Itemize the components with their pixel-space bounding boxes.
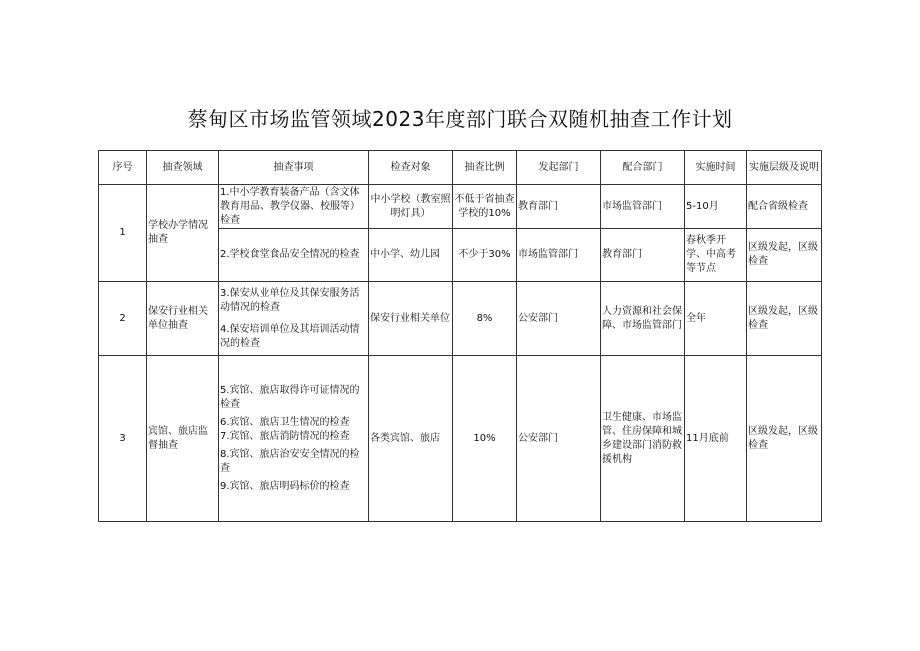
- row-target: 中小学校（教室照明灯具）: [369, 185, 453, 229]
- header-initiator: 发起部门: [517, 151, 601, 185]
- header-field: 抽查领域: [147, 151, 219, 185]
- row-level: 区级发起，区级检查: [747, 229, 822, 282]
- header-partner: 配合部门: [601, 151, 685, 185]
- row-ratio: 8%: [453, 282, 517, 356]
- row-partner: 教育部门: [601, 229, 685, 282]
- row-field: 宾馆、旅店监督抽查: [147, 356, 219, 522]
- row-item: 2.学校食堂食品安全情况的检查: [219, 229, 369, 282]
- row-level: 配合省级检查: [747, 185, 822, 229]
- row-time: 全年: [685, 282, 747, 356]
- row-target: 保安行业相关单位: [369, 282, 453, 356]
- header-row: [99, 151, 822, 185]
- row-field: 保安行业相关单位抽查: [147, 282, 219, 356]
- row-ratio: 10%: [453, 356, 517, 522]
- row-item: 8.宾馆、旅店治安安全情况的检查: [220, 448, 360, 474]
- row-target: 中小学、幼儿园: [369, 229, 453, 282]
- row-seq: 2: [99, 282, 147, 356]
- row-ratio: 不低于省抽查学校的10%: [453, 185, 517, 229]
- page-title: 蔡甸区市场监管领域2023年度部门联合双随机抽查工作计划: [187, 107, 733, 131]
- row-time: 春秋季开学、中高考等节点: [685, 229, 747, 282]
- row-time: 5-10月: [685, 185, 747, 229]
- row-level: 区级发起，区级检查: [747, 282, 822, 356]
- table-row: [99, 356, 822, 522]
- row-ratio: 不少于30%: [453, 229, 517, 282]
- header-seq: 序号: [99, 151, 147, 185]
- header-items: 抽查事项: [219, 151, 369, 185]
- row-item: 7.宾馆、旅店消防情况的检查: [220, 430, 350, 442]
- header-time: 实施时间: [685, 151, 747, 185]
- row-item: 5.宾馆、旅店取得许可证情况的检查: [220, 384, 360, 410]
- row-initiator: 公安部门: [517, 356, 601, 522]
- row-item: 6.宾馆、旅店卫生情况的检查: [220, 416, 350, 428]
- row-initiator: 公安部门: [517, 282, 601, 356]
- row-items: [219, 356, 369, 522]
- row-level: 区级发起，区级检查: [747, 356, 822, 522]
- row-item: 1.中小学教育装备产品（含文体教育用品、教学仪器、校服等）检查: [219, 185, 369, 229]
- header-level: 实施层级及说明: [747, 151, 822, 185]
- table-row: [99, 185, 822, 229]
- row-initiator: 市场监管部门: [517, 229, 601, 282]
- plan-table: [98, 150, 822, 522]
- row-item: 4.保安培训单位及其培训活动情况的检查: [220, 323, 360, 349]
- header-ratio: 抽查比例: [453, 151, 517, 185]
- header-target: 检查对象: [369, 151, 453, 185]
- row-items: [219, 282, 369, 356]
- row-field: 学校办学情况抽查: [147, 185, 219, 282]
- row-time: 11月底前: [685, 356, 747, 522]
- row-target: 各类宾馆、旅店: [369, 356, 453, 522]
- row-partner: 卫生健康、市场监管、住房保障和城乡建设部门消防救援机构: [601, 356, 685, 522]
- row-partner: 人力资源和社会保障、市场监管部门: [601, 282, 685, 356]
- row-seq: 3: [99, 356, 147, 522]
- row-item: 9.宾馆、旅店明码标价的检查: [220, 480, 350, 492]
- row-item: 3.保安从业单位及其保安服务活动情况的检查: [220, 287, 360, 313]
- row-seq: 1: [99, 185, 147, 282]
- row-partner: 市场监管部门: [601, 185, 685, 229]
- table-row: [99, 282, 822, 356]
- row-initiator: 教育部门: [517, 185, 601, 229]
